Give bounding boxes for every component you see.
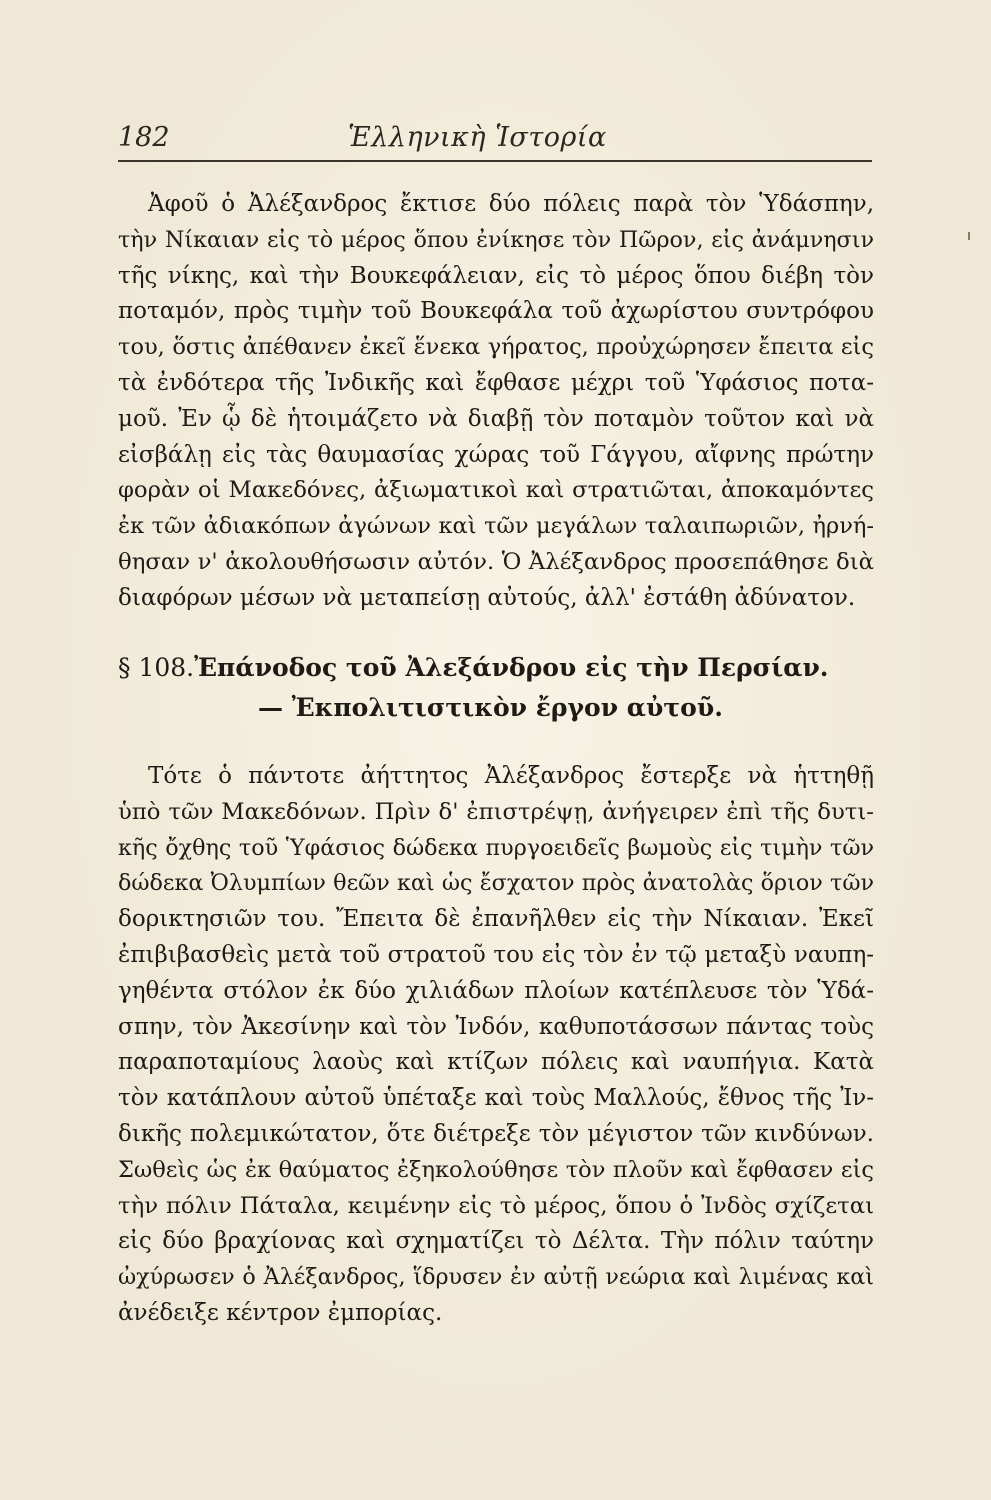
- text-line: τῆς νίκης, καὶ τὴν Βουκεφάλειαν, εἰς τὸ μέρος ὅπου διέβη τὸν: [118, 262, 874, 289]
- text-line: θησαν ν' ἀκολουθήσωσιν αὐτόν. Ὁ Ἀλέξανδρος προσεπάθησε διὰ: [118, 548, 874, 575]
- margin-mark: [968, 232, 970, 240]
- text-line: γηθέντα στόλον ἐκ δύο χιλιάδων πλοίων κατέπλευσε τὸν Ὑδά-: [118, 977, 874, 1004]
- text-line: εἰσβάλῃ εἰς τὰς θαυμασίας χώρας τοῦ Γάγγου, αἴφνης πρώτην: [118, 441, 874, 468]
- text-line: φορὰν οἱ Μακεδόνες, ἀξιωματικοὶ καὶ στρατιῶται, ἀποκαμόντες: [118, 477, 874, 504]
- text-line: τὴν πόλιν Πάταλα, κειμένην εἰς τὸ μέρος, ὅπου ὁ Ἰνδὸς σχίζεται: [118, 1192, 874, 1219]
- text-line: παραποταμίους λαοὺς καὶ κτίζων πόλεις καὶ ναυπήγια. Κατὰ: [118, 1049, 874, 1076]
- section-subtitle: — Ἐκπολιτιστικὸν ἔργον αὐτοῦ.: [258, 693, 723, 722]
- text-line: ἐκ τῶν ἀδιακόπων ἀγώνων καὶ τῶν μεγάλων ταλαιπωριῶν, ἠρνή-: [118, 513, 874, 540]
- text-line: ποταμόν, πρὸς τιμὴν τοῦ Βουκεφάλα τοῦ ἀχωρίστου συντρόφου: [118, 298, 874, 325]
- text-line: μοῦ. Ἐν ᾧ δὲ ἡτοιμάζετο νὰ διαβῇ τὸν ποταμὸν τοῦτον καὶ νὰ: [118, 405, 874, 432]
- text-line: σπην, τὸν Ἀκεσίνην καὶ τὸν Ἰνδόν, καθυποτάσσων πάντας τοὺς: [118, 1013, 874, 1040]
- text-line: δορικτησιῶν του. Ἔπειτα δὲ ἐπανῆλθεν εἰς τὴν Νίκαιαν. Ἐκεῖ: [118, 906, 874, 933]
- text-line: Τότε ὁ πάντοτε ἀήττητος Ἀλέξανδρος ἔστερξε νὰ ἡττηθῇ: [148, 763, 874, 789]
- paragraph-1: [118, 187, 874, 617]
- text-line: κῆς ὄχθης τοῦ Ὑφάσιος δώδεκα πυργοειδεῖς βωμοὺς εἰς τιμὴν τῶν: [118, 834, 874, 861]
- text-line: τὴν Νίκαιαν εἰς τὸ μέρος ὅπου ἐνίκησε τὸν Πῶρον, εἰς ἀνάμνησιν: [118, 226, 874, 253]
- text-line: εἰς δύο βραχίονας καὶ σχηματίζει τὸ Δέλτα. Τὴν πόλιν ταύτην: [118, 1228, 874, 1255]
- text-line: ὑπὸ τῶν Μακεδόνων. Πρὶν δ' ἐπιστρέψῃ, ἀνήγειρεν ἐπὶ τῆς δυτι-: [118, 798, 874, 825]
- page-header: [118, 122, 872, 158]
- section-title: Ἐπάνοδος τοῦ Ἀλεξάνδρου εἰς τὴν Περσίαν.: [194, 653, 829, 682]
- text-line: διαφόρων μέσων νὰ μεταπείσῃ αὐτούς, ἀλλ' ἐστάθη ἀδύνατον.: [118, 584, 856, 611]
- section-heading: [118, 648, 874, 728]
- text-line: ἀνέδειξε κέντρον ἐμπορίας.: [118, 1299, 443, 1326]
- text-line: τὰ ἐνδότερα τῆς Ἰνδικῆς καὶ ἔφθασε μέχρι τοῦ Ὑφάσιος ποτα-: [118, 369, 874, 396]
- text-line: δικῆς πολεμικώτατον, ὅτε διέτρεξε τὸν μέγιστον τῶν κινδύνων.: [118, 1120, 874, 1147]
- section-number: § 108.: [118, 653, 195, 682]
- text-line: του, ὅστις ἀπέθανεν ἐκεῖ ἕνεκα γήρατος, προὐχώρησεν ἔπειτα εἰς: [118, 334, 874, 361]
- text-line: ὠχύρωσεν ὁ Ἀλέξανδρος, ἵδρυσεν ἐν αὐτῇ νεώρια καὶ λιμένας καὶ: [118, 1264, 874, 1291]
- page-number: 182: [118, 122, 170, 153]
- text-line: δώδεκα Ὀλυμπίων θεῶν καὶ ὡς ἔσχατον πρὸς ἀνατολὰς ὅριον τῶν: [118, 870, 874, 897]
- paragraph-2: [118, 759, 874, 1332]
- text-line: Ἀφοῦ ὁ Ἀλέξανδρος ἔκτισε δύο πόλεις παρὰ τὸν Ὑδάσπην,: [148, 191, 874, 217]
- text-line: τὸν κατάπλουν αὐτοῦ ὑπέταξε καὶ τοὺς Μαλλούς, ἔθνος τῆς Ἰν-: [118, 1085, 874, 1112]
- text-line: ἐπιβιβασθεὶς μετὰ τοῦ στρατοῦ του εἰς τὸν ἐν τῷ μεταξὺ ναυπη-: [118, 941, 874, 968]
- running-title: Ἑλληνικὴ Ἱστορία: [348, 122, 607, 153]
- text-line: Σωθεὶς ὡς ἐκ θαύματος ἐξηκολούθησε τὸν πλοῦν καὶ ἔφθασεν εἰς: [118, 1156, 874, 1183]
- header-rule: [118, 160, 872, 162]
